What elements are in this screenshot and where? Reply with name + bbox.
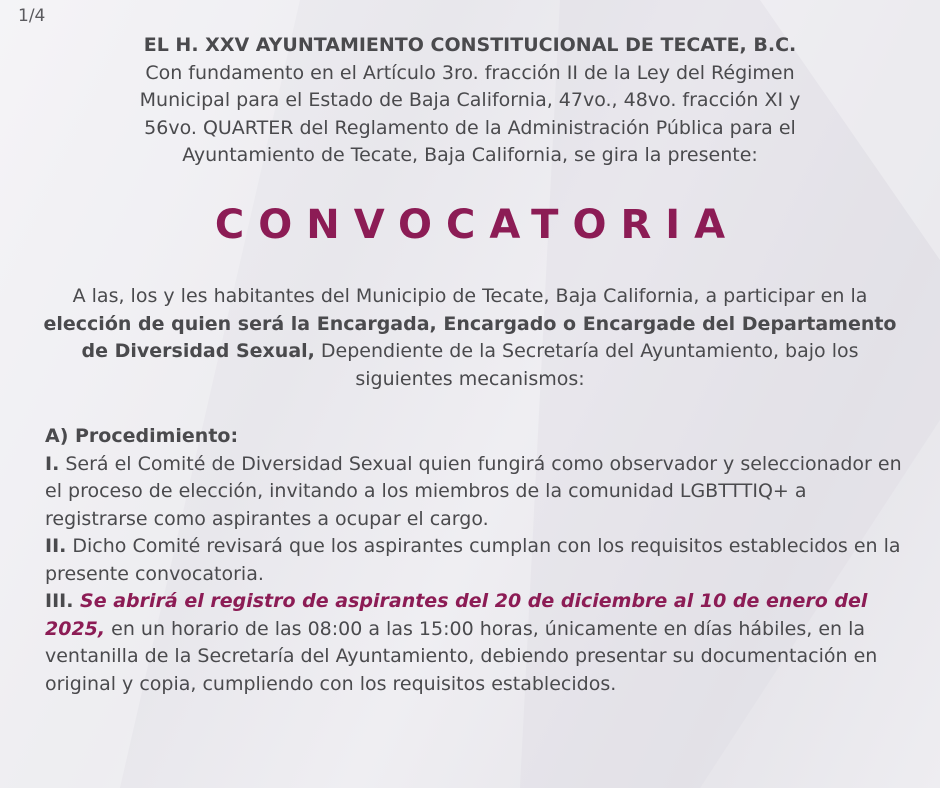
header-title: EL H. XXV AYUNTAMIENTO CONSTITUCIONAL DE TECATE, B.C. (143, 34, 797, 56)
header-block (30, 32, 910, 170)
section-a-heading: A) Procedimiento: (45, 425, 239, 447)
header-line-3: 56vo. QUARTER del Reglamento de la Administración Pública para el (144, 116, 796, 139)
item-1-number: I. (45, 452, 60, 475)
procedure-section (45, 423, 910, 698)
item-3-number: III. (45, 590, 74, 612)
item-3-text: en un horario de las 08:00 a las 15:00 horas, únicamente en días hábiles, en la ventanilla de la Secretaría del Ayuntamiento, debiendo presentar su documentación en original y copia, cumpliendo con los requisitos establecidos. (45, 617, 878, 695)
header-line-4: Ayuntamiento de Tecate, Baja California, se gira la presente: (182, 144, 758, 166)
item-3-highlight: Se abrirá el registro de aspirantes del 20 de diciembre al 10 de enero del 2025, (45, 590, 868, 640)
item-2-number: II. (45, 535, 67, 557)
intro-bold-text: elección de quien será la Encargada, Encargado o Encargade del Departamento de Diversidad Sexual, (43, 312, 897, 362)
header-line-2: Municipal para el Estado de Baja California, 47vo., 48vo. fracción XI y (139, 89, 801, 111)
header-line-1: Con fundamento en el Artículo 3ro. fracción II de la Ley del Régimen (145, 61, 795, 84)
intro-paragraph (40, 283, 900, 393)
item-2-text: Dicho Comité revisará que los aspirantes cumplan con los requisitos establecidos en la presente convocatoria. (45, 535, 901, 585)
procedure-item-1 (45, 451, 910, 534)
item-1-text: Será el Comité de Diversidad Sexual quien fungirá como observador y seleccionador en el proceso de elección, invitando a los miembros de la comunidad LGBTTTIQ+ a registrarse como aspirantes a ocupar el cargo. (45, 452, 902, 530)
procedure-item-2 (45, 533, 910, 588)
intro-text-2: Dependiente de la Secretaría del Ayuntamiento, bajo los siguientes mecanismos: (314, 340, 859, 390)
procedure-item-3 (45, 588, 910, 698)
main-title: CONVOCATORIA (214, 202, 740, 248)
intro-text-1: A las, los y les habitantes del Municipio de Tecate, Baja California, a participar en la (72, 285, 868, 307)
page-indicator: 1/4 (18, 6, 46, 26)
